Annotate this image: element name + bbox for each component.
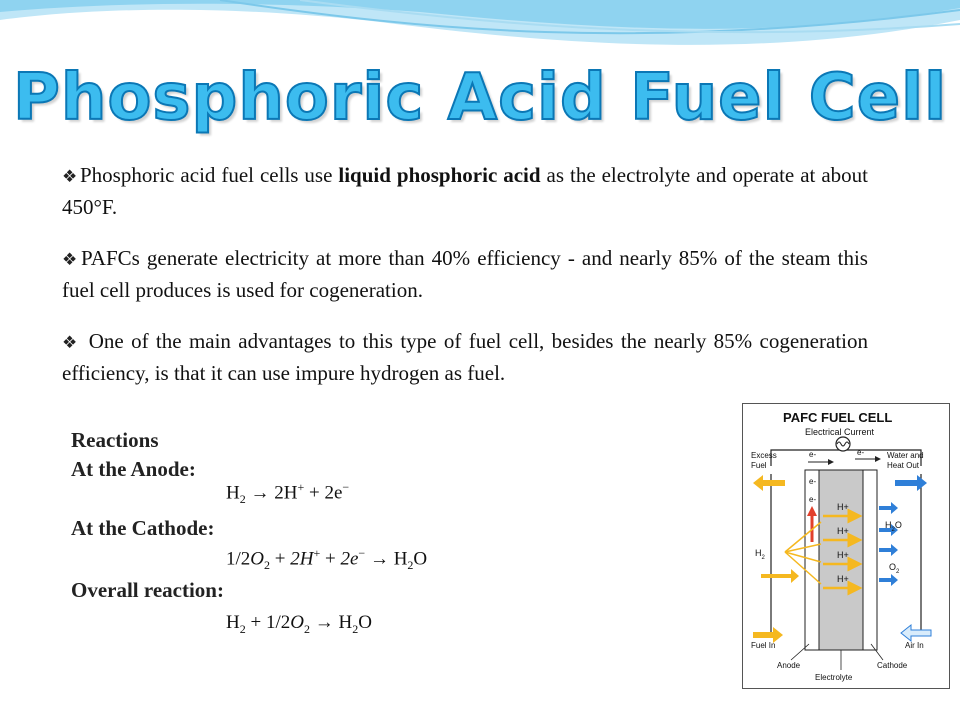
page-title: Phosphoric Acid Fuel Cell [12, 61, 948, 135]
bullet-text: as the electrolyte and operate at about 450°F. [62, 163, 868, 219]
hydrogen-inflow-arrow [761, 569, 799, 583]
cathode-label: At the Cathode: [71, 516, 215, 540]
bullet-text: One of the main advantages to this type of fuel cell, besides the nearly 85% cogeneration efficiency, is that it can use impure hydrogen as fuel. [62, 329, 868, 385]
cathode-equation: $1/2O_2 + 2H^+ + 2e^- \to H_2O$ [226, 546, 428, 573]
electron-label: e- [809, 495, 817, 504]
diamond-bullet-icon: ❖ [62, 167, 78, 186]
electrolyte-layer [819, 470, 863, 650]
proton-label: H+ [837, 526, 849, 536]
proton-label: H+ [837, 550, 849, 560]
anode-label: Anode [777, 661, 801, 670]
cathode-label: Cathode [877, 661, 908, 670]
bullet-item [62, 160, 868, 222]
bullet-text: PAFCs generate electricity at more than 40% efficiency - and nearly 85% of the steam this fuel cell produces is used for cogeneration. [62, 246, 868, 302]
reactions-heading: Reactions [71, 428, 159, 452]
excess-fuel-label: Excess [751, 451, 777, 460]
bullet-text: Phosphoric acid fuel cells use [79, 163, 339, 187]
current-label: Electrical Current [805, 427, 875, 437]
electron-label: e- [809, 450, 817, 459]
diamond-bullet-icon: ❖ [62, 250, 80, 269]
diagram-title: PAFC FUEL CELL [783, 410, 893, 425]
o2-label: $O_2$ [889, 562, 900, 575]
overall-equation: $H_2 + 1/2O_2 \to H_2O$ [226, 612, 372, 636]
electron-label: e- [809, 477, 817, 486]
electron-label: e- [857, 448, 865, 457]
excess-fuel-label: Fuel [751, 461, 767, 470]
excess-fuel-arrow [753, 475, 785, 491]
air-in-label: Air In [905, 641, 924, 650]
air-in-arrow [901, 625, 931, 641]
bullet-item [62, 243, 868, 305]
load-icon [836, 437, 850, 451]
diamond-bullet-icon: ❖ [62, 333, 80, 352]
water-heat-label: Heat Out [887, 461, 920, 470]
overall-label: Overall reaction: [71, 578, 224, 602]
bullet-list [62, 160, 868, 409]
h2o-label: $H_2O$ [885, 520, 902, 533]
cathode-plate [863, 470, 877, 650]
h2-label: $H_2$ [755, 548, 765, 561]
fuel-in-label: Fuel In [751, 641, 776, 650]
electrolyte-label: Electrolyte [815, 673, 853, 682]
water-heat-label: Water and [887, 451, 924, 460]
bullet-bold-text: liquid phosphoric acid [338, 163, 541, 187]
proton-label: H+ [837, 574, 849, 584]
proton-label: H+ [837, 502, 849, 512]
bullet-item [62, 326, 868, 388]
anode-label: At the Anode: [71, 457, 196, 481]
heat-out-arrow [895, 475, 927, 491]
anode-equation: $H_2 \to 2H^+ + 2e^-$ [226, 480, 350, 507]
pafc-diagram [742, 403, 950, 689]
